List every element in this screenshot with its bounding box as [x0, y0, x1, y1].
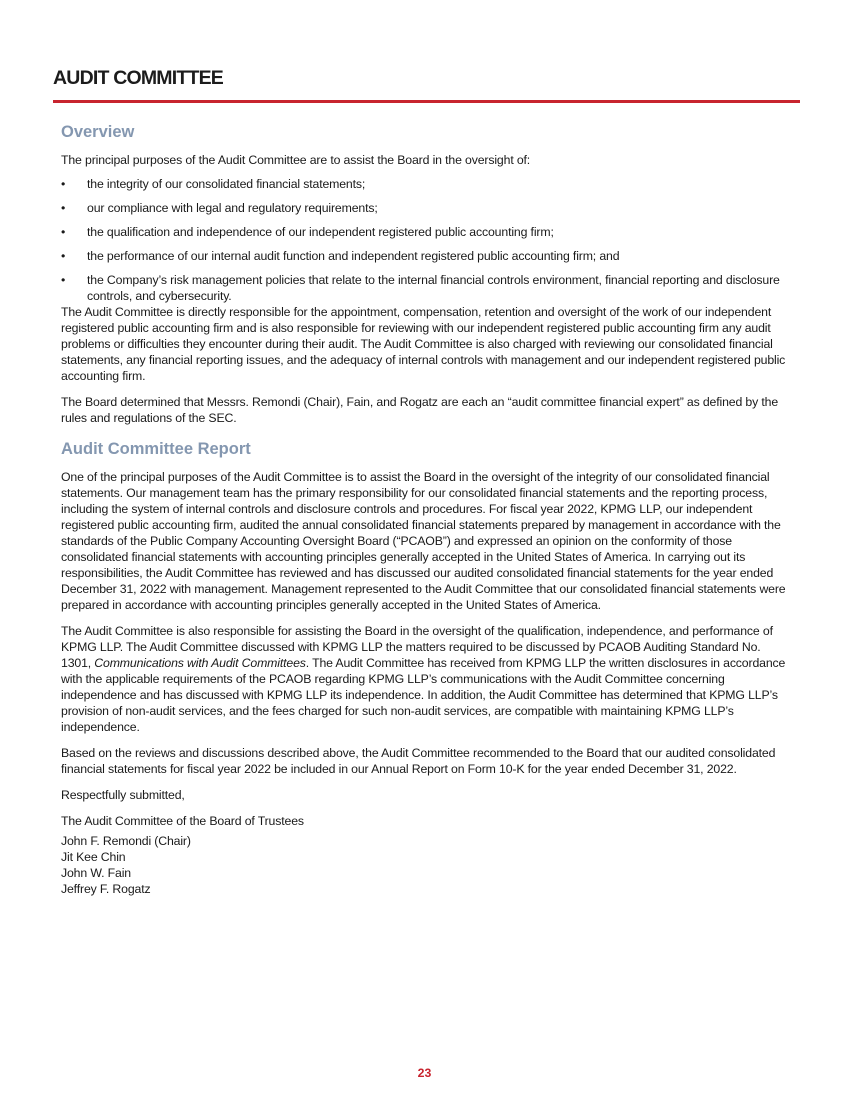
report-heading: Audit Committee Report — [61, 440, 251, 458]
committee-line: The Audit Committee of the Board of Trustees — [61, 814, 304, 828]
list-item — [61, 248, 789, 264]
list-item-text: our compliance with legal and regulatory requirements; — [87, 201, 378, 215]
overview-intro: The principal purposes of the Audit Committee are to assist the Board in the oversight of: — [61, 153, 531, 167]
list-item — [61, 272, 789, 304]
list-item — [61, 200, 789, 216]
overview-paragraph-financial-experts: The Board determined that Messrs. Remondi (Chair), Fain, and Rogatz are each an “audit committee financial expert” as defined by the rules and regulations of the SEC. — [61, 395, 779, 425]
page-number: 23 — [417, 1066, 432, 1080]
page-title: AUDIT COMMITTEE — [53, 67, 223, 89]
list-item — [61, 176, 789, 192]
bullet-icon: • — [61, 273, 66, 287]
bullet-icon: • — [61, 201, 66, 215]
list-item-text: the Company’s risk management policies that relate to the internal financial controls environment, financial reporting and disclosure controls, and cybersecurity. — [87, 273, 780, 303]
signature-list — [61, 833, 789, 897]
signatory-name: John F. Remondi (Chair) — [61, 834, 191, 848]
report-paragraph-kpmg-standard-title: Communications with Audit Committees — [94, 656, 306, 670]
overview-paragraph-responsibilities: The Audit Committee is directly responsible for the appointment, compensation, retention and oversight of the work of our independent registered public accounting firm and is also responsible for reviewing with our independent registered public accounting firm any audit problems or difficulties they encounter during their audit. The Audit Committee is also charged with reviewing our consolidated financial statements, any financial reporting issues, and the adequacy of internal controls with management and our independent registered public accounting firm. — [61, 305, 786, 383]
list-item-text: the integrity of our consolidated financial statements; — [87, 177, 366, 191]
report-closing: Respectfully submitted, — [61, 788, 185, 802]
overview-heading: Overview — [61, 123, 135, 141]
list-item — [61, 224, 789, 240]
list-item-text: the qualification and independence of our independent registered public accounting firm; — [87, 225, 554, 239]
report-paragraph-kpmg — [61, 623, 789, 735]
title-divider — [53, 100, 800, 103]
report-paragraph-kpmg-part2: . The Audit Committee has received from KPMG LLP the written disclosures in accordance with the applicable requirements of the PCAOB regarding KPMG LLP’s communications with the Audit Committee concerning independence and has discussed with KPMG LLP its independence. In addition, the Audit Committee has determined that KPMG LLP’s provision of non-audit services, and the fees charged for such non-audit services, are compatible with maintaining KPMG LLP’s independence. — [61, 656, 786, 734]
document-page — [53, 0, 789, 1100]
bullet-icon: • — [61, 249, 66, 263]
report-paragraph-recommendation: Based on the reviews and discussions described above, the Audit Committee recommended to the Board that our audited consolidated financial statements for fiscal year 2022 be included in our Annual Report on Form 10-K for the year ended December 31, 2022. — [61, 746, 776, 776]
oversight-list — [61, 176, 789, 304]
bullet-icon: • — [61, 225, 66, 239]
signatory-name: John W. Fain — [61, 866, 131, 880]
report-paragraph-oversight: One of the principal purposes of the Audit Committee is to assist the Board in the oversight of the integrity of our consolidated financial statements. Our management team has the primary responsibility for our consolidated financial statements and the reporting process, including the system of internal controls and disclosure controls and procedures. For fiscal year 2022, KPMG LLP, our independent registered public accounting firm, audited the annual consolidated financial statements prepared by management in accordance with the standards of the Public Company Accounting Oversight Board (“PCAOB”) and expressed an opinion on the conformity of those consolidated financial statements with accounting principles generally accepted in the United States of America. In carrying out its responsibilities, the Audit Committee has reviewed and has discussed our audited consolidated financial statements for the year ended December 31, 2022 with management. Management represented to the Audit Committee that our consolidated financial statements were prepared in accordance with accounting principles generally accepted in the United States of America. — [61, 470, 786, 612]
document-body — [61, 121, 789, 897]
list-item-text: the performance of our internal audit function and independent registered public accounting firm; and — [87, 249, 620, 263]
signatory-name: Jeffrey F. Rogatz — [61, 882, 151, 896]
bullet-icon: • — [61, 177, 66, 191]
report-paragraph-kpmg-part1: The Audit Committee is also responsible for assisting the Board in the oversight of the qualification, independence, and performance of KPMG LLP. The Audit Committee discussed with KPMG LLP the matters required to be discussed by PCAOB Auditing Standard No. 1301, — [61, 624, 773, 670]
signatory-name: Jit Kee Chin — [61, 850, 126, 864]
